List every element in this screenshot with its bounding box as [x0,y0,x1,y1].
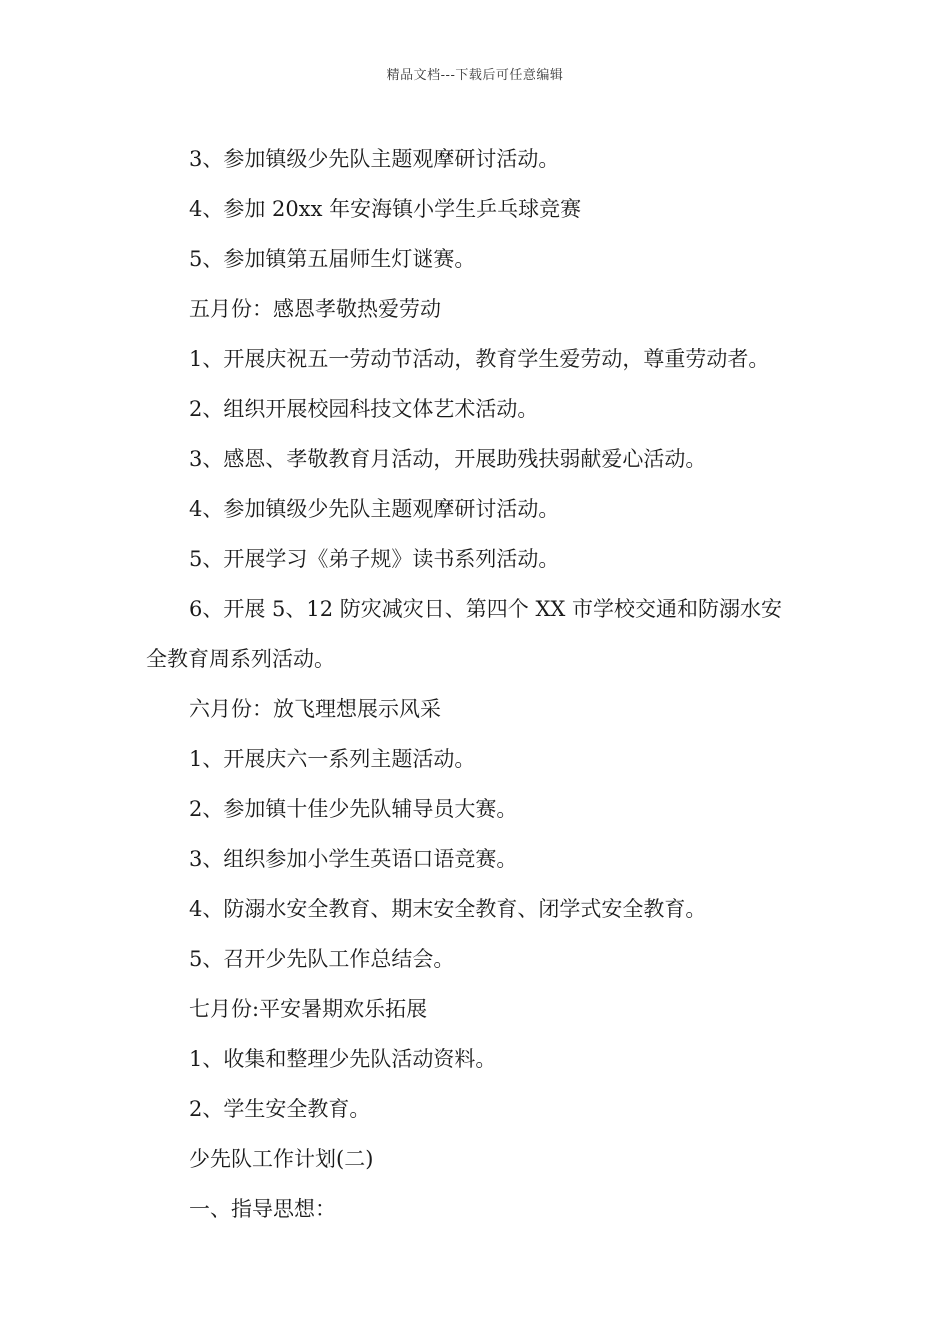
document-title: 少先队工作计划(二) [189,1147,374,1171]
page-header: 精品文档---下载后可任意编辑 [386,68,564,83]
section-heading: 六月份：放飞理想展示风采 [189,697,441,721]
paragraph-line: 5、参加镇第五届师生灯谜赛。 [189,247,476,271]
paragraph-line: 1、收集和整理少先队活动资料。 [189,1047,497,1071]
paragraph-line: 5、召开少先队工作总结会。 [189,947,455,971]
paragraph-line: 6、开展 5、12 防灾减灾日、第四个 XX 市学校交通和防溺水安 [189,597,783,621]
section-heading: 五月份：感恩孝敬热爱劳动 [189,297,441,321]
paragraph-line: 1、开展庆祝五一劳动节活动，教育学生爱劳动，尊重劳动者。 [189,347,770,371]
paragraph-line: 3、感恩、孝敬教育月活动，开展助残扶弱献爱心活动。 [189,447,707,471]
paragraph-line: 5、开展学习《弟子规》读书系列活动。 [189,547,560,571]
paragraph-line: 2、学生安全教育。 [189,1097,371,1121]
paragraph-line: 4、防溺水安全教育、期末安全教育、闭学式安全教育。 [189,897,707,921]
section-heading: 七月份:平安暑期欢乐拓展 [189,997,428,1021]
paragraph-line: 4、参加镇级少先队主题观摩研讨活动。 [189,497,560,521]
paragraph-line: 3、组织参加小学生英语口语竞赛。 [189,847,518,871]
paragraph-line: 4、参加 20xx 年安海镇小学生乒乓球竞赛 [189,197,582,221]
section-heading: 一、指导思想： [189,1197,336,1221]
paragraph-line: 1、开展庆六一系列主题活动。 [189,747,476,771]
paragraph-line: 2、组织开展校园科技文体艺术活动。 [189,397,539,421]
paragraph-line: 2、参加镇十佳少先队辅导员大赛。 [189,797,518,821]
paragraph-line: 3、参加镇级少先队主题观摩研讨活动。 [189,147,560,171]
paragraph-line-continuation: 全教育周系列活动。 [146,647,335,671]
document-body [146,134,816,1234]
